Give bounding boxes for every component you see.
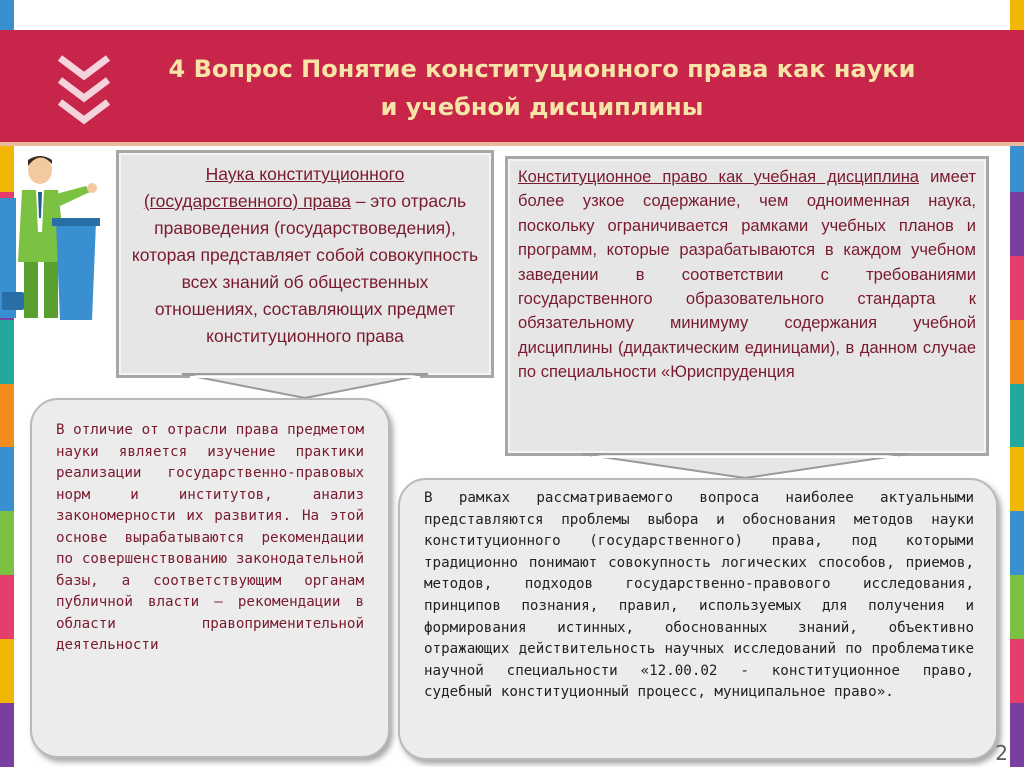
down-arrow-icon bbox=[580, 452, 910, 480]
slide-title bbox=[130, 50, 954, 126]
methods-info-text: В рамках рассматриваемого вопроса наиболее актуальными представляются проблемы выбора и обоснования методов науки конституционного (государственного) права, под которыми традиционно понимают совокупность логических способов, приемов, методов, подходов государственно-правового исследования, принципов познания, правил, используемых для получения и формирования истинных, обоснованных знаний, объективно отражающих действительность научных исследований по проблематике научной специальности «12.00.02 - конституционное право, судебный конституционный процесс, муниципальное право». bbox=[424, 490, 974, 701]
chevrons-down-icon bbox=[56, 50, 112, 130]
discipline-definition-body: имеет более узкое содержание, чем одноименная наука, поскольку ограничивается рамками учебных планов и программ, которые разрабатываются в каждом учебном заведении в соответствии с требованиями государственного образовательного стандарта к обязательному минимуму содержания учебной дисциплины (дидактическим единицами), в данном случае по специальности «Юриспруденция bbox=[518, 168, 976, 382]
discipline-definition-term: Конституционное право как учебная дисциплина bbox=[518, 168, 919, 186]
science-definition-body: – это отрасль правоведения (государствоведения), которая представляет собой совокупность всех знаний об общественных отношениях, составляющих предмет конституционного права bbox=[131, 191, 479, 346]
methods-info-box bbox=[398, 478, 998, 760]
practice-info-box bbox=[30, 398, 390, 758]
practice-info-text: В отличие от отрасли права предметом науки является изучение практики реализации государственно-правовых норм и институтов, анализ закономерности их развития. На этой основе вырабатываются рекомендации по совершенствованию законодательной базы, а соответствующим органам публичной власти – рекомендации в области правоприменительной деятельности bbox=[56, 422, 364, 653]
title-line-2: и учебной дисциплины bbox=[380, 93, 704, 121]
discipline-definition-text bbox=[518, 165, 976, 385]
science-definition-box bbox=[116, 150, 494, 378]
down-arrow-icon bbox=[180, 372, 430, 400]
presenter-figure-icon bbox=[0, 152, 110, 322]
slide-header bbox=[0, 30, 1024, 146]
page-number: 2 bbox=[995, 741, 1008, 765]
title-line-1: 4 Вопрос Понятие конституционного права как науки bbox=[168, 55, 916, 83]
science-definition-term: Наука конституционного (государственного) права bbox=[143, 164, 405, 211]
science-definition-text bbox=[131, 161, 479, 350]
top-white-band bbox=[14, 0, 1010, 30]
discipline-definition-box bbox=[505, 156, 989, 456]
